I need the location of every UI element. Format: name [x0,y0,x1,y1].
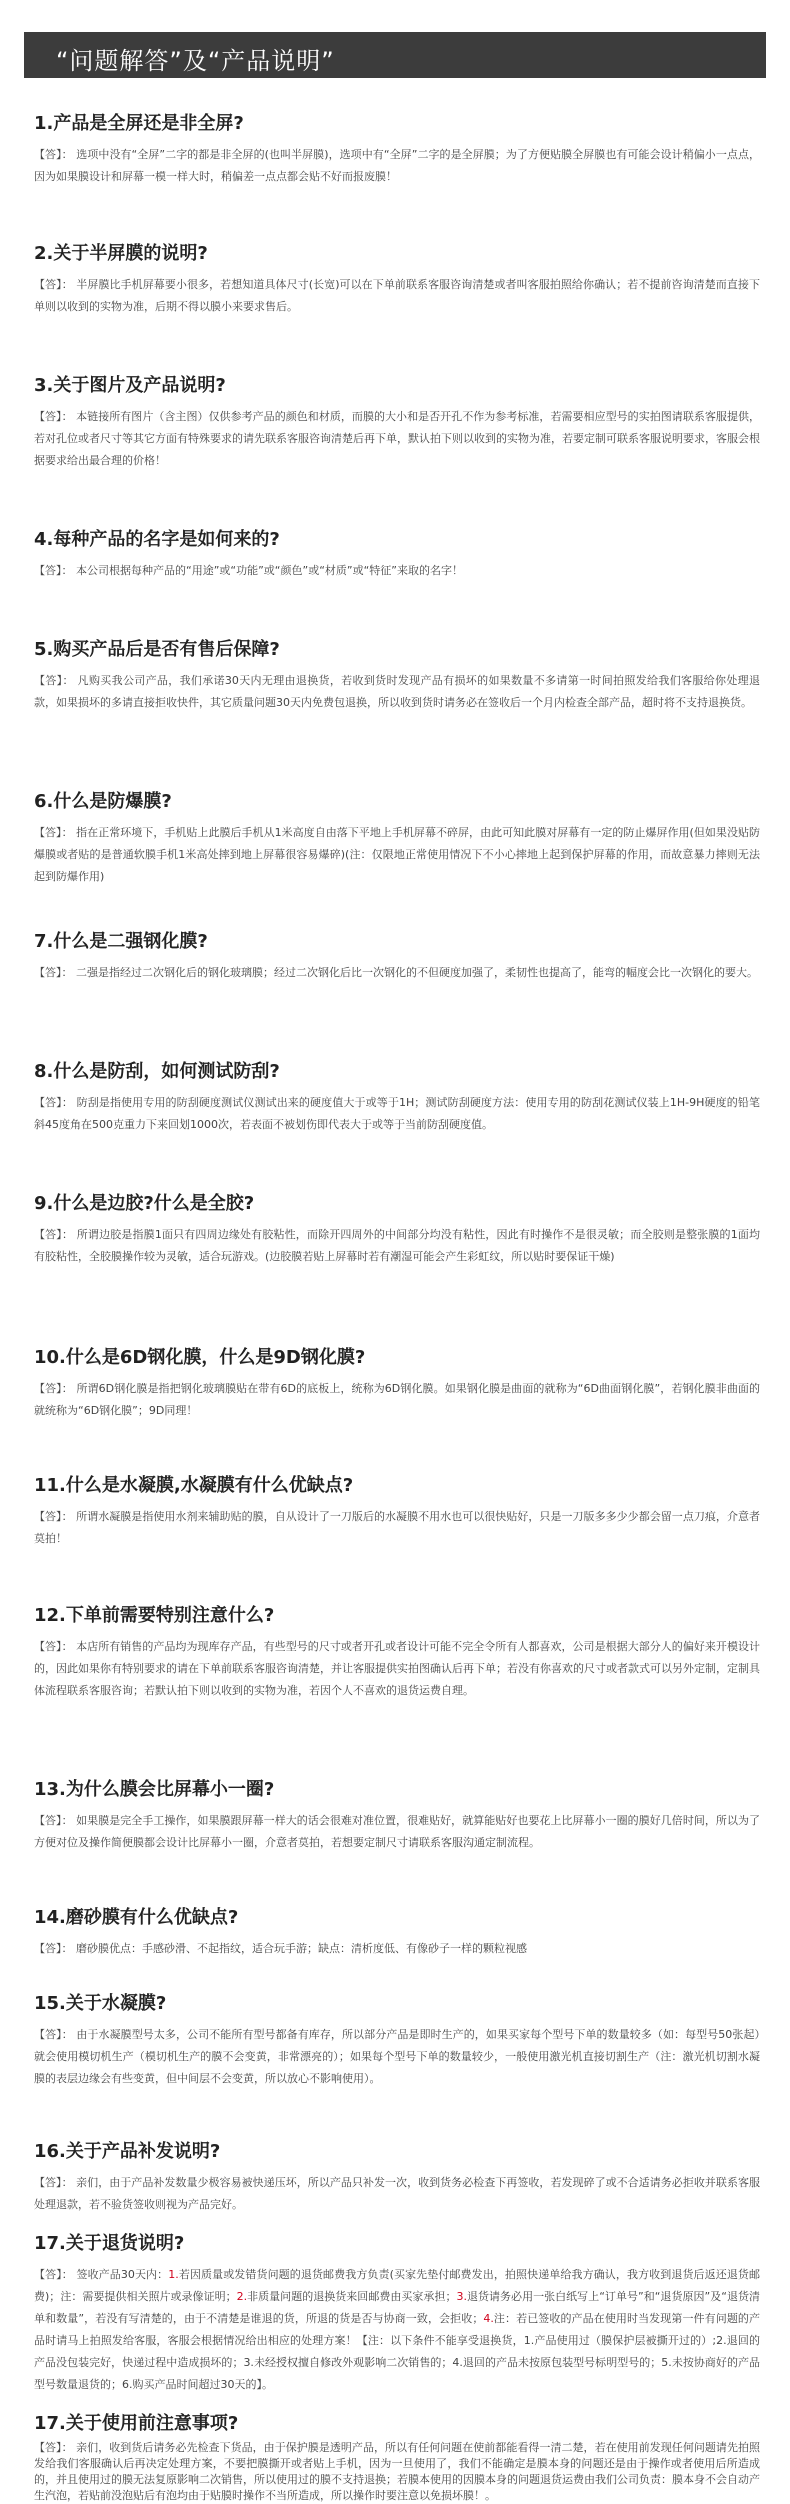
answer-text: 所谓6D钢化膜是指把钢化玻璃膜贴在带有6D的底板上，统称为6D钢化膜。如果钢化膜是曲面的就称为“6D曲面钢化膜”，若钢化膜非曲面的就统称为“6D钢化膜”；9D同理！ [34,1382,760,1417]
answer-segment: 退货请务必用一张白纸写上“订单号”和“退货原因”及“退货清单和数量”，若没有写清楚的，由于不清楚是谁退的货，所退的货是否与协商一致，会拒收； [34,2290,760,2325]
answer-tag: 【答】： [34,1382,73,1395]
faq-question: 1.产品是全屏还是非全屏? [34,113,244,134]
faq-question: 15.关于水凝膜? [34,1993,167,2014]
answer-text: 半屏膜比手机屏幕要小很多，若想知道具体尺寸(长宽)可以在下单前联系客服咨询清楚或者叫客服拍照给你确认；若不提前咨询清楚而直接下单则以收到的实物为准，后期不得以膜小来要求售后。 [34,278,760,313]
faq-question: 8.什么是防刮，如何测试防刮? [34,1061,280,1082]
answer-tag: 【答】： [34,1942,73,1955]
faq-question: 6.什么是防爆膜? [34,791,172,812]
answer-text: 如果膜是完全手工操作，如果膜跟屏幕一样大的话会很难对准位置，很难贴好，就算能贴好也要花上比屏幕小一圈的膜好几倍时间，所以为了方便对位及操作简便膜都会设计比屏幕小一圈，介意者莫拍，若想要定制尺寸请联系客服沟通定制流程。 [34,1814,761,1849]
faq-answer [34,1938,760,1960]
answer-text: 凡购买我公司产品，我们承诺30天内无理由退换货，若收到货时发现产品有损坏的如果数量不多请第一时间拍照发给我们客服给你处理退款，如果损坏的多请直接拒收快件，其它质量问题30天内免费包退换，所以收到货时请务必在签收后一个月内检查全部产品，超时将不支持退换货。 [34,674,760,709]
step-number: 3. [456,2290,467,2303]
faq-answer [34,2172,760,2216]
answer-text: 磨砂膜优点：手感砂滑、不起指纹，适合玩手游；缺点：清析度低、有像砂子一样的颗粒视感 [76,1942,527,1955]
faq-answer [34,962,760,984]
answer-text [34,2268,760,2391]
faq-item [34,1060,760,1136]
faq-question: 9.什么是边胶?什么是全胶? [34,1193,255,1214]
answer-text: 亲们，收到货后请务必先检查下货品，由于保护膜是透明产品，所以有任何问题在使前都能看得一清二楚，若在使用前发现任何问题请先拍照发给我们客服确认后再决定处理方案，不要把膜撕开或者贴上手机，因为一旦使用了，我们不能确定是膜本身的问题还是由于操作或者使用后所造成的，并且使用过的膜无法复原影响二次销售，所以使用过的膜不支持退换；若膜本使用的因膜本身的问题退货运费由我们公司负责：膜本身不会自动产生汽泡，若贴前没泡贴后有泡均由于贴膜时操作不当所造成，所以操作时要注意以免损坏膜！。 [34,2441,761,2502]
faq-item [34,112,760,188]
answer-tag: 【答】： [34,564,73,577]
answer-text: 本公司根据每种产品的“用途”或“功能”或“颜色”或“材质”或“特征”来取的名字！ [76,564,463,577]
faq-item [34,2140,760,2216]
faq-item [34,1474,760,1550]
faq-answer [34,1378,760,1422]
faq-question: 17.关于使用前注意事项? [34,2413,239,2434]
answer-tag: 【答】： [34,278,73,291]
faq-answer [34,1636,760,1702]
faq-item [34,528,760,582]
faq-answer [34,406,760,472]
answer-text: 本店所有销售的产品均为现库存产品，有些型号的尺寸或者开孔或者设计可能不完全令所有人都喜欢，公司是根据大部分人的偏好来开模设计的，因此如果你有特别要求的请在下单前联系客服咨询清楚，并让客服提供实拍图确认后再下单；若没有你喜欢的尺寸或者款式可以另外定制，定制具体流程联系客服咨询；若默认拍下则以收到的实物为准，若因个人不喜欢的退货运费自理。 [34,1640,761,1697]
page-title: “问题解答”及“产品说明” [56,47,335,75]
faq-answer [34,670,760,714]
faq-answer [34,1092,760,1136]
faq-question: 17.关于退货说明? [34,2233,185,2254]
answer-tag: 【答】： [34,826,73,839]
faq-item [34,2232,760,2396]
answer-tag: 【答】： [34,1096,73,1109]
faq-item [34,242,760,318]
answer-text: 二强是指经过二次钢化后的钢化玻璃膜；经过二次钢化后比一次钢化的不但硬度加强了，柔韧性也提高了，能弯的幅度会比一次钢化的要大。 [76,966,758,979]
answer-text: 指在正常环境下，手机贴上此膜后手机从1米高度自由落下平地上手机屏幕不碎屏，由此可知此膜对屏幕有一定的防止爆屏作用(但如果没贴防爆膜或者贴的是普通软膜手机1米高处摔到地上屏幕很容易爆碎)(注：仅限地正常使用情况下不小心摔地上起到保护屏幕的作用，而故意暴力摔则无法起到防爆作用) [34,826,761,883]
faq-answer [34,822,760,888]
faq-answer [34,2024,760,2090]
faq-answer [34,274,760,318]
answer-tag: 【答】： [34,148,73,161]
answer-tag: 【答】： [34,2268,73,2281]
answer-tag: 【答】： [34,2028,73,2041]
answer-segment: 若因质量或发错货问题的退货邮费我方负责(买家先垫付邮费发出，拍照快递单给我方确认，我方收到退货后返还退货邮费)；注：需要提供相关照片或录像证明； [34,2268,761,2303]
answer-text: 亲们，由于产品补发数量少极容易被快递压坏，所以产品只补发一次，收到货务必检查下再签收，若发现碎了或不合适请务必拒收并联系客服处理退款，若不验货签收则视为产品完好。 [34,2176,761,2211]
answer-tag: 【答】： [34,410,73,423]
answer-text: 防刮是指使用专用的防刮硬度测试仪测试出来的硬度值大于或等于1H；测试防刮硬度方法：使用专用的防刮花测试仪装上1H-9H硬度的铅笔斜45度角在500克重力下来回划1000次，若表面不被划伤即代表大于或等于当前防刮硬度值。 [34,1096,761,1131]
answer-tag: 【答】： [34,2176,73,2189]
faq-question: 12.下单前需要特别注意什么? [34,1605,275,1626]
faq-item [34,1604,760,1702]
step-number: 4. [483,2312,494,2325]
step-number: 2. [236,2290,248,2303]
faq-item [34,638,760,714]
answer-tag: 【答】： [34,1814,73,1827]
answer-text: 本链接所有图片（含主图）仅供参考产品的颜色和材质，而膜的大小和是否开孔不作为参考标准，若需要相应型号的实拍图请联系客服提供，若对孔位或者尺寸等其它方面有特殊要求的请先联系客服咨询清楚后再下单，默认拍下则以收到的实物为准，若要定制可联系客服说明要求，客服会根据要求给出最合理的价格！ [34,410,761,467]
faq-answer [34,1224,760,1268]
answer-tag: 【答】： [34,1228,74,1241]
faq-answer [34,2440,760,2504]
faq-item [34,1906,760,1960]
faq-item [34,790,760,888]
faq-answer [34,1506,760,1550]
faq-question: 16.关于产品补发说明? [34,2141,221,2162]
faq-answer [34,560,760,582]
faq-item [34,2412,761,2502]
answer-segment: 签收产品30天内： [76,2268,169,2281]
faq-item [34,1346,760,1422]
faq-answer [34,144,760,188]
page-header [24,32,766,78]
faq-item [34,374,760,472]
faq-item [34,930,760,984]
faq-question: 7.什么是二强钢化膜? [34,931,208,952]
answer-text: 所谓边胶是指膜1面只有四周边缘处有胶粘性，而除开四周外的中间部分均没有粘性，因此有时操作不是很灵敏；而全胶则是整张膜的1面均有胶粘性，全胶膜操作较为灵敏，适合玩游戏。(边胶膜若贴上屏幕时若有潮湿可能会产生彩虹纹，所以贴时要保证干燥) [34,1228,761,1263]
step-number: 1. [168,2268,179,2281]
faq-question: 14.磨砂膜有什么优缺点? [34,1907,239,1928]
faq-question: 11.什么是水凝膜,水凝膜有什么优缺点? [34,1475,354,1496]
answer-text: 选项中没有“全屏”二字的都是非全屏的(也叫半屏膜)，选项中有“全屏”二字的是全屏膜；为了方便贴膜全屏膜也有可能会设计稍偏小一点点，因为如果膜设计和屏幕一模一样大时，稍偏差一点点都会贴不好而报废膜！ [34,148,761,183]
answer-text: 所谓水凝膜是指使用水剂来辅助贴的膜，自从设计了一刀版后的水凝膜不用水也可以很快贴好，只是一刀版多多少少都会留一点刀痕，介意者莫拍！ [34,1510,761,1545]
answer-segment: 注：若已签收的产品在使用时当发现第一件有问题的产品时请马上拍照发给客服，客服会根据情况给出相应的处理方案！【注：以下条件不能享受退换货，1.产品使用过（膜保护层被撕开过的）;2.退回的产品没包装完好，快递过程中造成损坏的；3.未经授权擅自修改外观影响二次销售的；4.退回的产品未按原包装型号标明型号的；5.未按协商好的产品型号数量退货的；6.购买产品时间超过30天的】。 [34,2312,761,2391]
faq-question: 5.购买产品后是否有售后保障? [34,639,280,660]
faq-question: 3.关于图片及产品说明? [34,375,226,396]
faq-item [34,1192,760,1268]
faq-question: 10.什么是6D钢化膜，什么是9D钢化膜? [34,1347,366,1368]
faq-item [34,1778,760,1854]
answer-segment: 非质量问题的退换货来回邮费由买家承担； [247,2290,457,2303]
faq-question: 13.为什么膜会比屏幕小一圈? [34,1779,275,1800]
faq-item [34,1992,760,2090]
answer-tag: 【答】： [34,1640,73,1653]
answer-text: 由于水凝膜型号太多，公司不能所有型号都备有库存，所以部分产品是即时生产的，如果买家每个型号下单的数量较多（如：每型号50张起）就会使用模切机生产（模切机生产的膜不会变黄，非常漂亮的）；如果每个型号下单的数量较少，一般使用激光机直接切割生产（注：激光机切割水凝膜的表层边缘会有些变黄，但中间层不会变黄，所以放心不影响使用）。 [34,2028,761,2085]
answer-tag: 【答】： [34,1510,73,1523]
faq-question: 4.每种产品的名字是如何来的? [34,529,280,550]
faq-answer [34,1810,760,1854]
answer-tag: 【答】： [34,674,74,687]
answer-tag: 【答】： [34,2441,73,2454]
faq-question: 2.关于半屏膜的说明? [34,243,208,264]
faq-answer [34,2264,760,2396]
answer-tag: 【答】： [34,966,73,979]
